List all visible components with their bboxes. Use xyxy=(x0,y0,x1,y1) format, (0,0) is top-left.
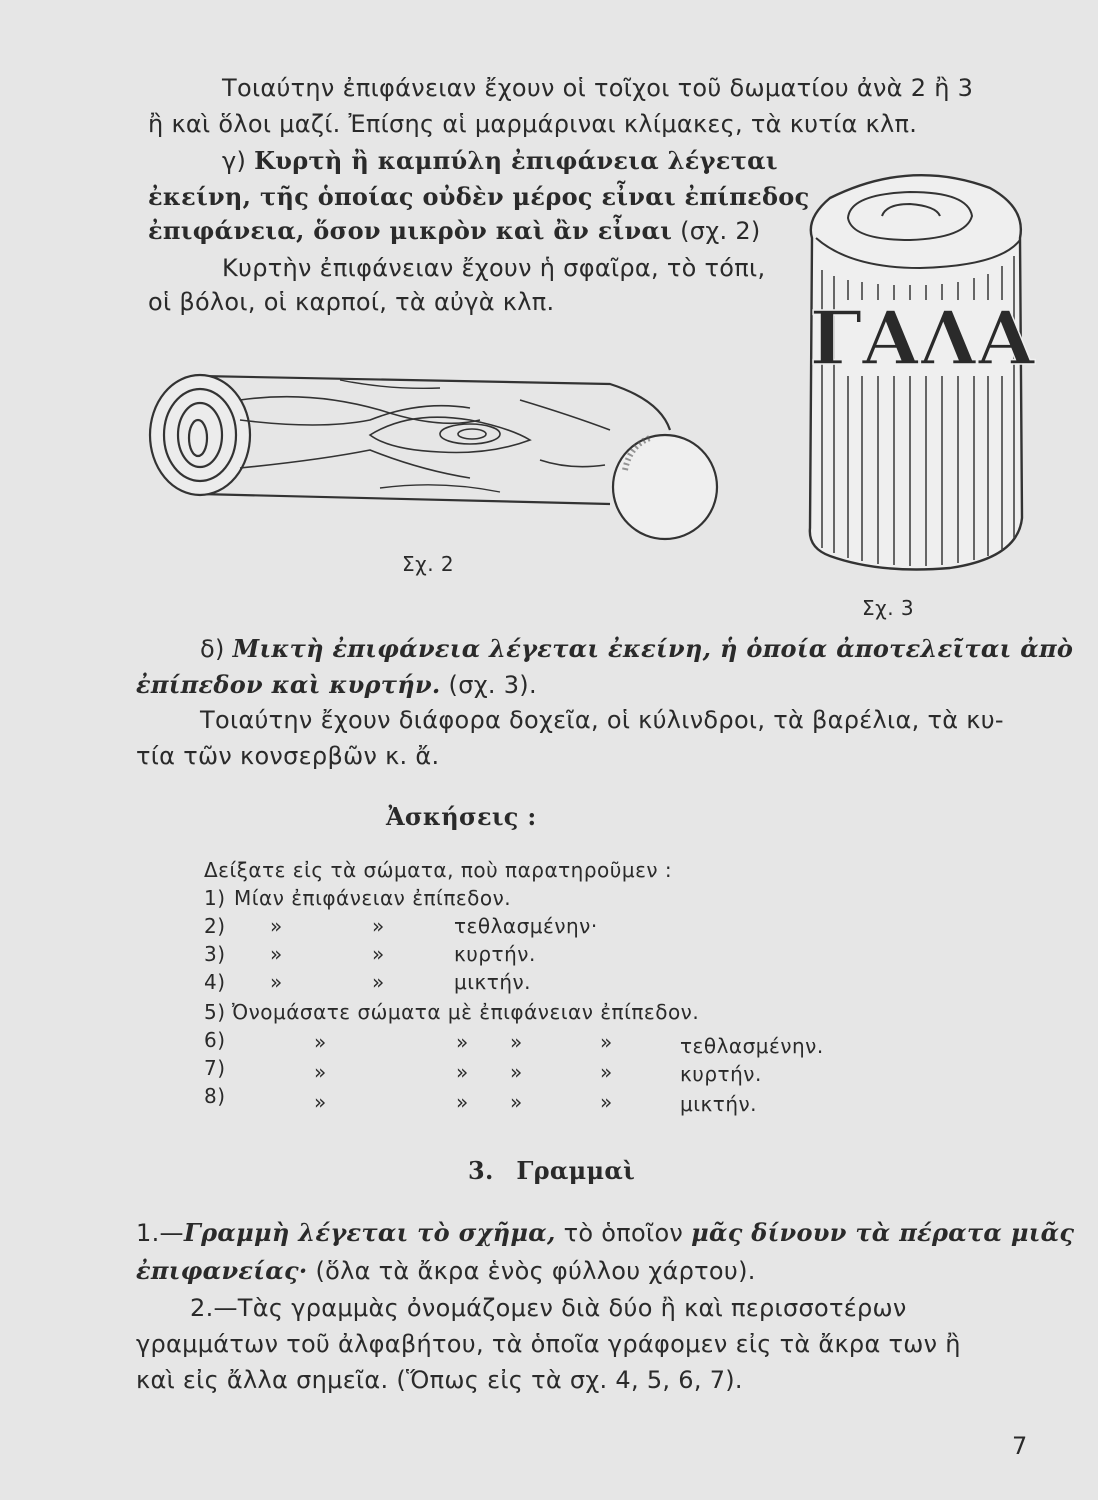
exercise-7-number: 7) xyxy=(204,1056,226,1080)
lines-p1-bold-2: ἐπιφανείας· xyxy=(136,1256,308,1285)
log-and-ball-figure xyxy=(140,360,730,550)
exercise-1-text: Μίαν ἐπιφάνειαν ἐπίπεδον. xyxy=(234,886,512,910)
ditto-mark: » xyxy=(372,970,385,994)
curved-definition-line-3 xyxy=(148,216,761,245)
exercise-2-text: τεθλασμένην· xyxy=(454,914,598,938)
milk-can-figure xyxy=(790,158,1038,588)
exercise-8-text: μικτήν. xyxy=(680,1092,758,1116)
curved-prefix: γ) xyxy=(222,147,247,175)
mixed-examples-1: Τοιαύτην ἔχουν διάφορα δοχεῖα, οἱ κύλινδροι, τὰ βαρέλια, τὰ κυ- xyxy=(200,706,1004,734)
lines-paragraph-2-line-1: 2.—Τὰς γραμμὰς ὀνομάζομεν διὰ δύο ἢ καὶ περισσοτέρων xyxy=(190,1294,907,1322)
ball-sphere xyxy=(613,435,717,539)
section-number: 3. xyxy=(468,1156,494,1185)
ditto-mark: » xyxy=(270,970,283,994)
lines-paragraph-1-line-2 xyxy=(136,1256,756,1285)
ditto-mark: » xyxy=(600,1060,613,1084)
ditto-mark: » xyxy=(456,1090,469,1114)
ditto-mark: » xyxy=(600,1030,613,1054)
curved-line3-bold: ἐπιφάνεια, ὅσον μικρὸν καὶ ἂν εἶναι xyxy=(148,216,673,245)
mixed-definition: Μικτὴ ἐπιφάνεια λέγεται ἐκείνη, ἡ ὁποία ἀποτελεῖται ἀπὸ xyxy=(232,634,1074,663)
curved-definition-line-2: ἐκείνη, τῆς ὁποίας οὐδὲν μέρος εἶναι ἐπίπεδος xyxy=(148,182,810,211)
text-line-1: Τοιαύτην ἐπιφάνειαν ἔχουν οἱ τοῖχοι τοῦ δωματίου ἀνὰ 2 ἢ 3 xyxy=(222,74,974,102)
ditto-mark: » xyxy=(270,942,283,966)
ditto-mark: » xyxy=(314,1060,327,1084)
mixed-prefix: δ) xyxy=(200,635,225,663)
exercises-intro: Δείξατε εἰς τὰ σώματα, ποὺ παρατηροῦμεν : xyxy=(204,858,673,882)
ditto-mark: » xyxy=(510,1060,523,1084)
exercise-8-number: 8) xyxy=(204,1084,226,1108)
mixed-definition-line-2 xyxy=(136,670,537,699)
exercise-6-text: τεθλασμένην. xyxy=(680,1034,824,1058)
ditto-mark: » xyxy=(270,914,283,938)
can-label-text: ΓΑΛΑ xyxy=(809,296,1035,382)
figure-2-caption: Σχ. 2 xyxy=(402,552,455,576)
lines-paragraph-2-line-3: καὶ εἰς ἄλλα σημεῖα. (Ὅπως εἰς τὰ σχ. 4, 5, 6, 7). xyxy=(136,1366,743,1394)
page-number: 7 xyxy=(1012,1432,1028,1460)
exercise-2-number: 2) xyxy=(204,914,226,938)
lines-p1-rest: (ὅλα τὰ ἄκρα ἑνὸς φύλλου χάρτου). xyxy=(315,1257,756,1285)
log-bottom-edge xyxy=(200,494,610,504)
curved-term: Κυρτὴ ἢ καμπύλη ἐπιφάνεια λέγεται xyxy=(254,146,778,175)
exercise-3-number: 3) xyxy=(204,942,226,966)
curved-examples-1: Κυρτὴν ἐπιφάνειαν ἔχουν ἡ σφαῖρα, τὸ τόπι, xyxy=(222,254,766,282)
ditto-mark: » xyxy=(456,1030,469,1054)
exercise-4-text: μικτήν. xyxy=(454,970,532,994)
ditto-mark: » xyxy=(372,914,385,938)
exercise-4-number: 4) xyxy=(204,970,226,994)
ditto-mark: » xyxy=(372,942,385,966)
exercise-6-number: 6) xyxy=(204,1028,226,1052)
exercise-5-text: Ὀνομάσατε σώματα μὲ ἐπιφάνειαν ἐπίπεδον. xyxy=(232,1000,700,1024)
exercises-heading: Ἀσκήσεις : xyxy=(386,802,537,831)
text-line-2: ἢ καὶ ὅλοι μαζί. Ἐπίσης αἱ μαρμάριναι κλίμακες, τὰ κυτία κλπ. xyxy=(148,110,918,138)
section-title: Γραμμαὶ xyxy=(516,1156,636,1185)
lines-p1-number: 1.— xyxy=(136,1219,184,1247)
lines-p1-mid: τὸ ὁποῖον xyxy=(563,1219,684,1247)
ditto-mark: » xyxy=(510,1030,523,1054)
ditto-mark: » xyxy=(456,1060,469,1084)
section-heading xyxy=(468,1156,635,1185)
exercise-3-text: κυρτήν. xyxy=(454,942,536,966)
mixed-definition-end: ἐπίπεδον καὶ κυρτήν. xyxy=(136,670,441,699)
ditto-mark: » xyxy=(510,1090,523,1114)
lines-paragraph-1-line-1 xyxy=(136,1218,1074,1247)
curved-definition-line-1 xyxy=(222,146,778,175)
ditto-mark: » xyxy=(314,1030,327,1054)
ditto-mark: » xyxy=(600,1090,613,1114)
curved-examples-2: οἱ βόλοι, οἱ καρποί, τὰ αὐγὰ κλπ. xyxy=(148,288,555,316)
exercise-5-number: 5) xyxy=(204,1000,226,1024)
curved-line3-ref: (σχ. 2) xyxy=(680,217,761,245)
lines-p1-bold: μᾶς δίνουν τὰ πέρατα μιᾶς xyxy=(691,1218,1075,1247)
exercise-1-number: 1) xyxy=(204,886,226,910)
mixed-ref: (σχ. 3). xyxy=(448,671,537,699)
mixed-examples-2: τία τῶν κονσερβῶν κ. ἄ. xyxy=(136,742,440,770)
ditto-mark: » xyxy=(314,1090,327,1114)
exercise-7-text: κυρτήν. xyxy=(680,1062,762,1086)
figure-3-caption: Σχ. 3 xyxy=(862,596,915,620)
lines-paragraph-2-line-2: γραμμάτων τοῦ ἀλφαβήτου, τὰ ὁποῖα γράφομεν εἰς τὰ ἄκρα των ἢ xyxy=(136,1330,961,1358)
mixed-definition-line-1 xyxy=(200,634,1073,663)
lines-p1-term: Γραμμὴ λέγεται τὸ σχῆμα, xyxy=(183,1218,556,1247)
